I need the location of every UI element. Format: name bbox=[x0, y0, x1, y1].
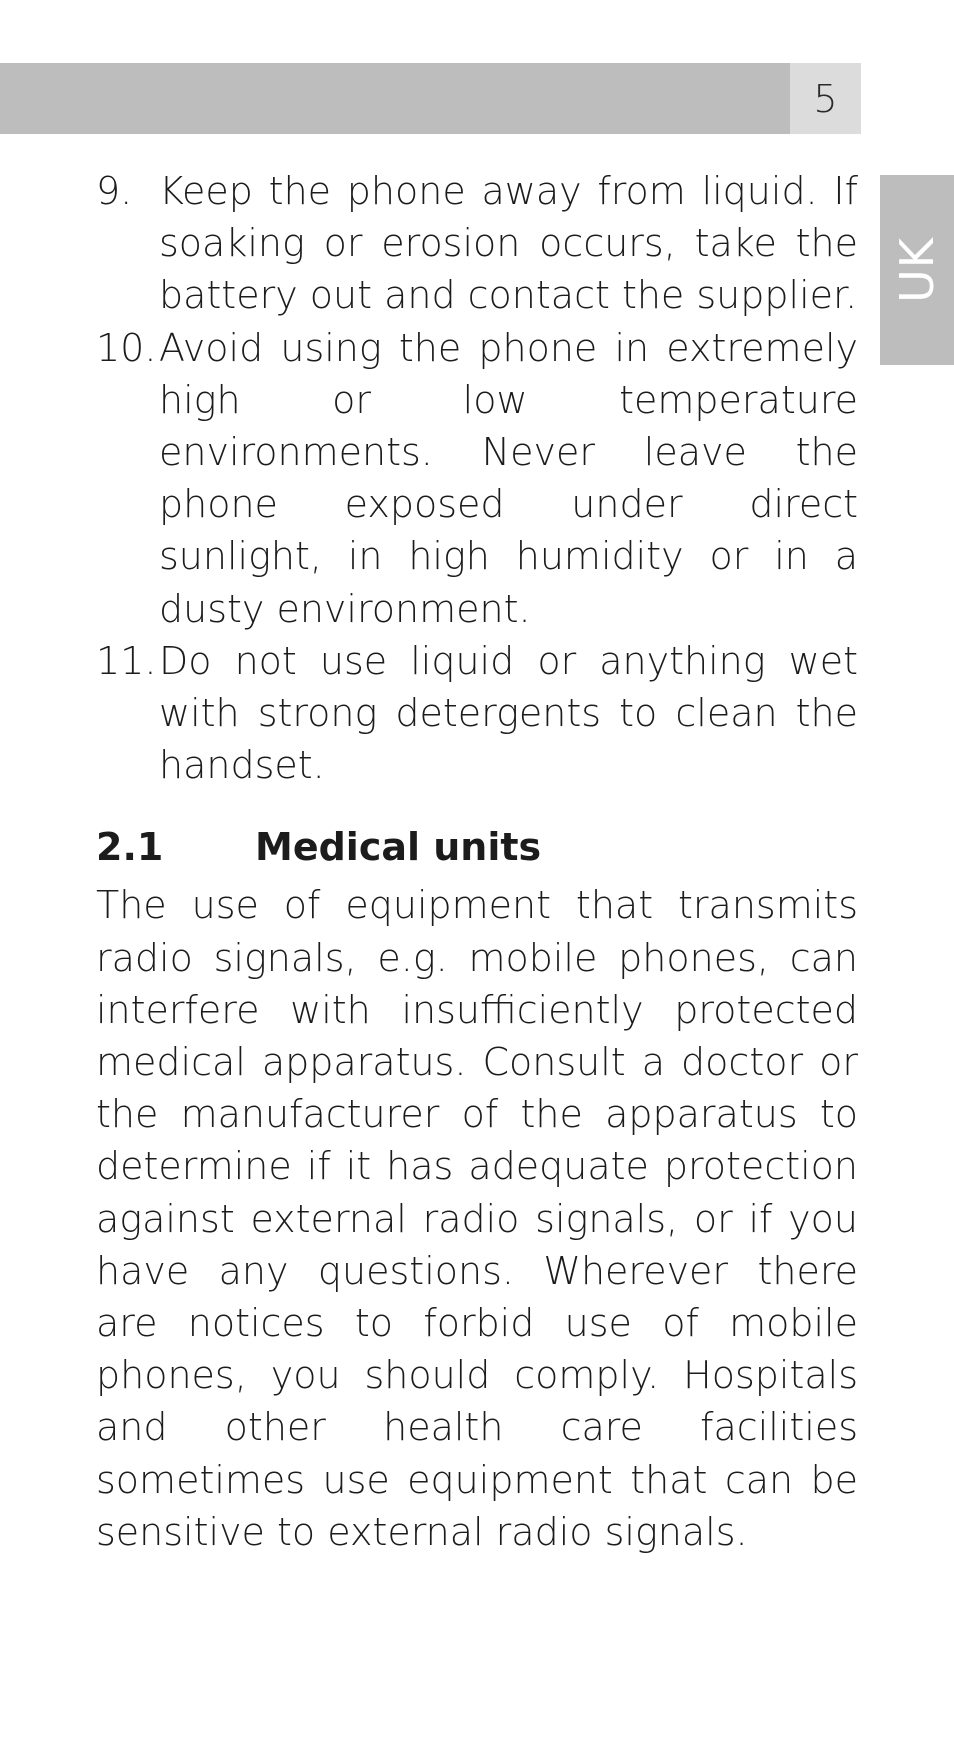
section-title: Medical units bbox=[255, 825, 542, 870]
list-item-text: Avoid using the phone in extremely high or low temperature environments. Never leave the phone exposed under direct sunlight, in high humidity or in a dusty environment. bbox=[159, 325, 858, 631]
page-content bbox=[96, 165, 858, 1558]
list-item-number: 10. bbox=[96, 325, 157, 370]
page-number bbox=[790, 63, 861, 134]
list-item-text: Keep the phone away from liquid. If soaking or erosion occurs, take the battery out and contact the supplier. bbox=[159, 169, 858, 318]
section-heading bbox=[96, 821, 858, 873]
list-item bbox=[96, 165, 858, 322]
section-number: 2.1 bbox=[96, 825, 164, 870]
list-item bbox=[96, 635, 858, 792]
list-item bbox=[96, 322, 858, 635]
language-tab-label: UK bbox=[890, 237, 944, 303]
list-item-text: Do not use liquid or anything wet with strong detergents to clean the handset. bbox=[159, 638, 858, 788]
list-item-number: 11. bbox=[96, 638, 157, 683]
header-bar bbox=[0, 63, 790, 134]
list-item-number: 9. bbox=[96, 169, 133, 213]
page-number-label: 5 bbox=[813, 76, 838, 121]
section-body: The use of equipment that transmits radio signals, e.g. mobile phones, can interfere with insufficiently protected medical apparatus. Consult a doctor or the manufacturer of the apparatus to determine if it has adequate protection against external radio signals, or if you have any questions. Wherever there are notices to forbid use of mobile phones, you should comply. Hospitals and other health care facilities sometimes use equipment that can be sensitive to external radio signals. bbox=[96, 883, 858, 1554]
language-tab bbox=[880, 175, 954, 365]
